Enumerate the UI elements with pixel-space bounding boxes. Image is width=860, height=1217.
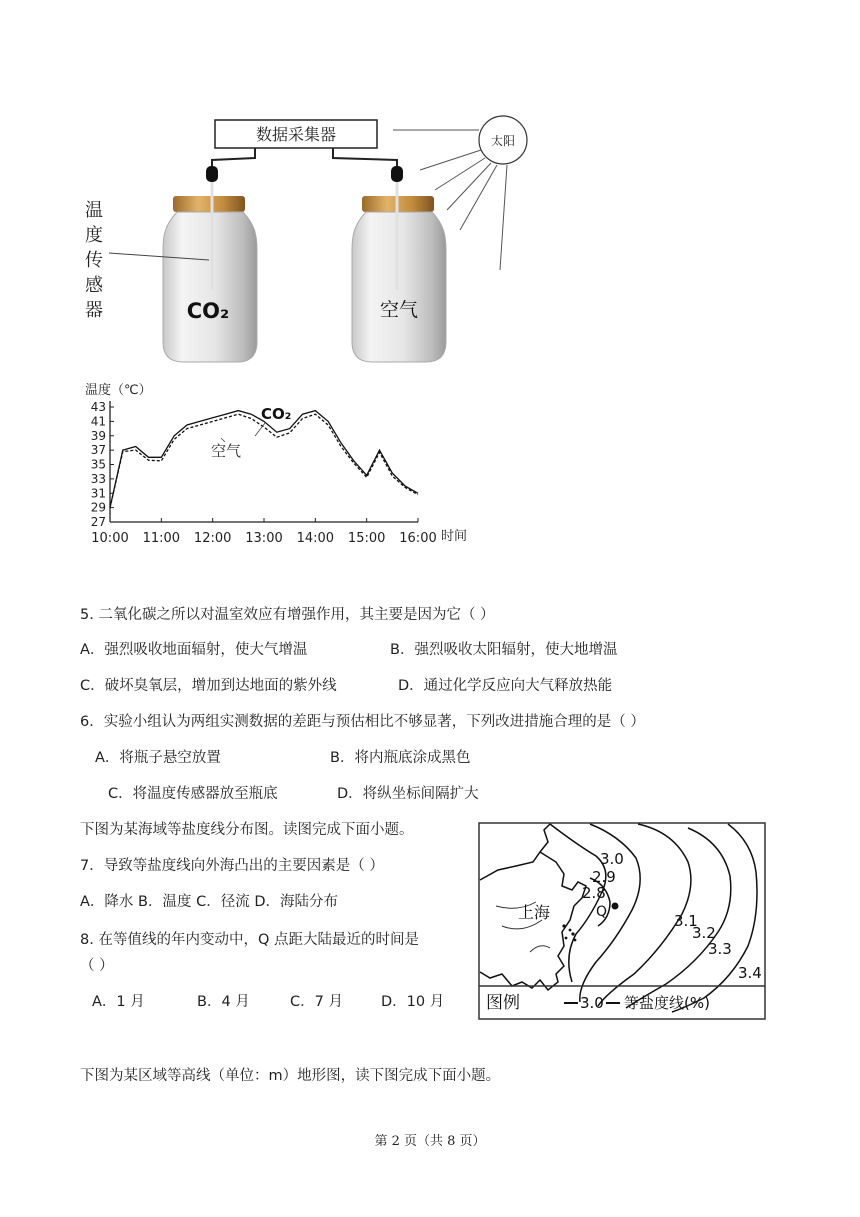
- x-tick-label: 14:00: [296, 531, 335, 546]
- jar-co2: [163, 182, 257, 362]
- q8-option-a[interactable]: A．1 月: [92, 994, 145, 1010]
- q7-stem: 7．导致等盐度线向外海凸出的主要因素是（ ）: [80, 858, 384, 874]
- point-q-label: Q: [596, 904, 608, 920]
- q8-option-d[interactable]: D．10 月: [381, 994, 445, 1010]
- jar-air: [352, 182, 446, 362]
- y-tick-label: 33: [90, 471, 106, 486]
- q6-option-a[interactable]: A．将瓶子悬空放置: [95, 750, 221, 766]
- contour-label-3-2: 3.2: [692, 924, 716, 942]
- x-tick-label: 15:00: [347, 531, 386, 546]
- legend-desc: 等盐度线(%): [624, 994, 710, 1012]
- svg-text:器: 器: [85, 300, 103, 321]
- q5-stem: 5. 二氧化碳之所以对温室效应有增强作用，其主要是因为它（ ）: [80, 607, 495, 623]
- jar-air-label: 空气: [379, 299, 419, 321]
- y-tick-label: 29: [90, 500, 106, 515]
- jar-co2-label: CO₂: [186, 299, 230, 323]
- q7-options[interactable]: A．降水 B．温度 C．径流 D．海陆分布: [80, 894, 338, 910]
- svg-text:感: 感: [85, 275, 103, 296]
- contour-label-2-9: 2.9: [592, 868, 616, 886]
- svg-text:度: 度: [85, 225, 103, 246]
- series-line-air: [110, 414, 418, 507]
- point-q-marker: [612, 903, 619, 910]
- chart-xlabel: 时间: [441, 529, 468, 544]
- y-tick-label: 31: [90, 486, 106, 501]
- q8-stem: 8. 在等值线的年内变动中，Q 点距大陆最近的时间是: [80, 932, 419, 948]
- sensor-label: [85, 200, 103, 321]
- q6-stem: 6．实验小组认为两组实测数据的差距与预估相比不够显著，下列改进措施合理的是（ ）: [80, 714, 645, 730]
- q8-option-c[interactable]: C．7 月: [290, 994, 343, 1010]
- temperature-chart: [75, 376, 495, 556]
- salinity-intro: 下图为某海域等盐度线分布图。读图完成下面小题。: [80, 822, 414, 838]
- series-line-co2: [110, 411, 418, 508]
- q6-option-d[interactable]: D．将纵坐标间隔扩大: [337, 786, 479, 802]
- svg-text:传: 传: [85, 250, 103, 271]
- y-tick-label: 39: [90, 428, 106, 443]
- series-label-air: 空气: [211, 442, 242, 460]
- y-tick-label: 41: [90, 414, 106, 429]
- page-footer: 第 2 页（共 8 页）: [374, 1134, 486, 1149]
- x-tick-label: 13:00: [245, 531, 283, 546]
- x-tick-label: 12:00: [193, 531, 232, 546]
- q5-option-d[interactable]: D．通过化学反应向大气释放热能: [398, 678, 613, 694]
- y-tick-label: 37: [90, 443, 106, 458]
- contour-intro: 下图为某区域等高线（单位：m）地形图，读下图完成下面小题。: [80, 1068, 501, 1084]
- y-tick-label: 43: [90, 400, 106, 414]
- q5-option-c[interactable]: C．破坏臭氧层，增加到达地面的紫外线: [80, 678, 337, 694]
- y-tick-label: 27: [90, 515, 106, 529]
- q5-option-b[interactable]: B．强烈吸收太阳辐射，使大地增温: [390, 642, 618, 658]
- x-tick-label: 11:00: [142, 531, 181, 546]
- legend-value: 3.0: [580, 994, 604, 1012]
- place-label-shanghai: 上海: [518, 903, 551, 922]
- contour-label-3-3: 3.3: [708, 940, 732, 958]
- sun-label: 太阳: [490, 134, 516, 148]
- series-label-co2: CO₂: [261, 405, 292, 423]
- y-tick-label: 35: [90, 457, 106, 472]
- chart-ylabel: 温度（℃）: [85, 383, 152, 398]
- salinity-map: [478, 822, 766, 1020]
- svg-text:温: 温: [85, 200, 103, 221]
- contour-label-2-8: 2.8: [582, 884, 606, 902]
- q6-option-b[interactable]: B．将内瓶底涂成黑色: [330, 750, 471, 766]
- x-tick-label: 16:00: [399, 531, 437, 546]
- contour-label-3-0: 3.0: [600, 850, 624, 868]
- q6-option-c[interactable]: C．将温度传感器放至瓶底: [108, 786, 278, 802]
- contour-label-3-4: 3.4: [738, 964, 762, 982]
- x-tick-label: 10:00: [91, 531, 129, 546]
- contour-label-3-1: 3.1: [674, 912, 698, 930]
- experiment-diagram: [75, 100, 555, 390]
- legend-title: 图例: [486, 993, 520, 1013]
- q8-paren: （ ）: [80, 958, 114, 974]
- q8-option-b[interactable]: B．4 月: [197, 994, 250, 1010]
- data-collector-label: 数据采集器: [255, 125, 337, 144]
- q5-option-a[interactable]: A．强烈吸收地面辐射，使大气增温: [80, 642, 308, 658]
